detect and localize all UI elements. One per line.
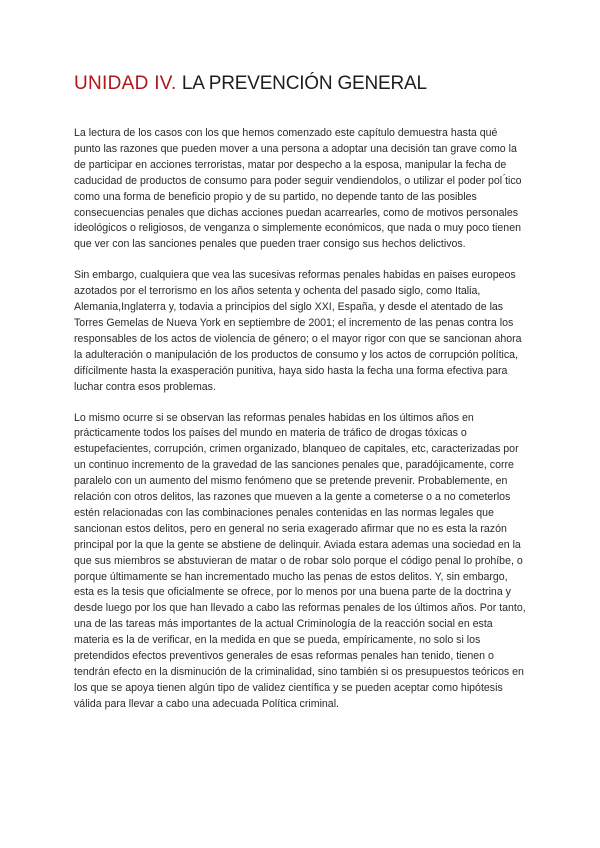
page-title — [74, 72, 427, 96]
unit-label: UNIDAD IV. — [74, 73, 177, 94]
paragraph-1: La lectura de los casos con los que hemos comenzado este capítulo demuestra hasta qué punto las razones que pueden mover a una persona a adoptar una decisión tan grave como la de participar en acciones terroristas, matar por despecho a la esposa, manipular la fecha de caducidad de productos de consumo para poder seguir vendiendolos, o utilizar el poder pol ́tico como una forma de beneficio propio y de su partido, no depende tanto de las posibles consecuencias penales que dichas acciones puedan acarrearles, como de motivos personales ideológicos o religiosos, de venganza o simplemente económicos, que nada o muy poco tienen que ver con las sanciones penales que pueden traer consigo sus hechos delictivos. — [74, 127, 522, 251]
paragraph-2: Sin embargo, cualquiera que vea las sucesivas reformas penales habidas en paises europeos azotados por el terrorismo en los años setenta y ochenta del pasado siglo, como Italia, Alemania,Inglaterra y, todavia a principios del siglo XXI, España, y desde el atentado de las Torres Gemelas de Nueva York en septiembre de 2001; el incremento de las penas contra los responsables de los actos de violencia de género; o el mayor rigor con que se sancionan ahora la adulteración o manipulación de los productos de consumo y los actos de corrupción política, difícilmente hasta la exasperación punitiva, haya sido hasta la fecha una forma efectiva para luchar contra esos problemas. — [74, 269, 522, 393]
unit-title: LA PREVENCIÓN GENERAL — [181, 73, 427, 94]
body-text — [74, 126, 526, 728]
paragraph-3: Lo mismo ocurre si se observan las reformas penales habidas en los últimos años en prácticamente todos los países del mundo en materia de tráfico de drogas tóxicas o estupefacientes, corrupción, crimen organizado, blanqueo de capitales, etc, caracterizadas por un continuo incremento de la gravedad de las sanciones penales que, paradójicamente, corre paralelo con un aumento del mismo fenómeno que se pretende prevenir. Probablemente, en relación con otros delitos, las razones que mueven a la gente a cometerse o a no cometerlos estén relacionadas con las combinaciones penales contenidas en las normas legales que sancionan estos delitos, pero en general no seria exagerado afirmar que no es esta la razón principal por la que la gente se abstiene de delinquir. Aviada estara ademas una sociedad en la que sus miembros se abstuvieran de matar o de robar solo porque el código penal lo prohíbe, o porque últimamente se han incrementado mucho las penas de estos delitos. Y, sin embargo, esta es la tesis que oficialmente se ofrece, por lo menos por una buena parte de la doctrina y desde luego por los que han llevado a cabo las reformas penales de los últimos años. Por tanto, una de las tareas más importantes de la actual Criminología de la reacción social en esta materia es la de verificar, en la medida en que se pueda, empíricamente, no solo si los pretendidos efectos preventivos generales de esas reformas penales han tenido, tienen o tendrán efecto en la disminución de la criminalidad, sino también si os presupuestos teóricos en los que se apoya tienen algún tipo de validez científica y se pueden aceptar como hipótesis válida para llevar a cabo una adecuada Política criminal. — [74, 411, 526, 710]
